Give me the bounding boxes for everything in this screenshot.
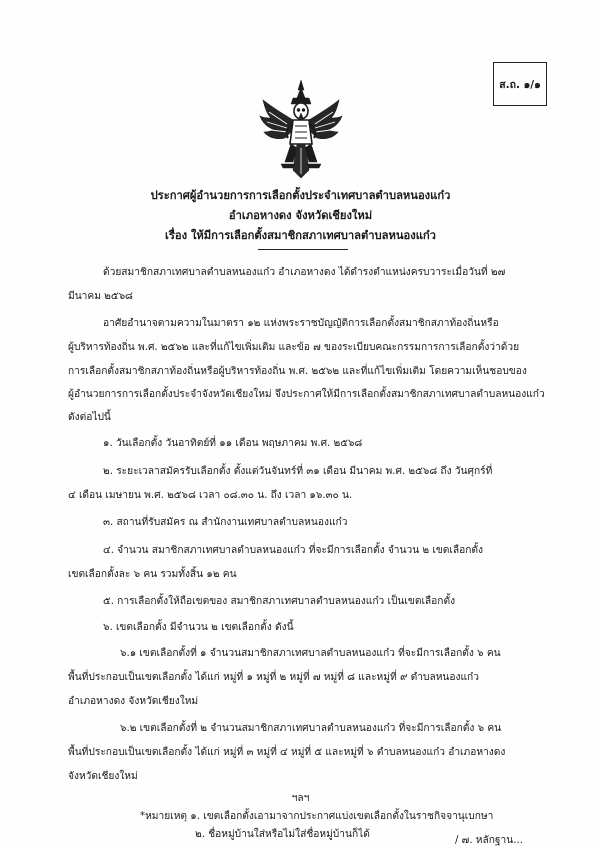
document-code-box: ส.ถ. ๑/๑ [493,62,547,106]
paragraph-2-line-4: ผู้อำนวยการการเลือกตั้งประจำจังหวัดเชียงใหม่ จึงประกาศให้มีการเลือกตั้งสมาชิกสภาเทศบาลตำบลหนองแก๋ว [68,389,545,400]
paragraph-2-line-5: ดังต่อไปนี้ [68,412,111,423]
item-6-2-line-2: พื้นที่ประกอบเป็นเขตเลือกตั้ง ได้แก่ หมู่ที่ ๓ หมู่ที่ ๔ หมู่ที่ ๕ และหมู่ที่ ๖ ตำบลหนองแก๋ว อำเภอหางดง [68,747,506,758]
paragraph-1-line-1: ด้วยสมาชิกสภาเทศบาลตำบลหนองแก๋ว อำเภอหางดง ได้ดำรงตำแหน่งครบวาระเมื่อวันที่ ๒๗ [103,267,506,278]
continuation-mark: ฯลฯ [291,793,310,804]
paragraph-2-line-1: อาศัยอำนาจตามความในมาตรา ๑๒ แห่งพระราชบัญญัติการเลือกตั้งสมาชิกสภาท้องถิ่นหรือ [103,318,499,329]
item-5: ๕. การเลือกตั้งให้ถือเขตของ สมาชิกสภาเทศบาลตำบลหนองแก๋ว เป็นเขตเลือกตั้ง [103,596,456,607]
item-4-line-1: ๔. จำนวน สมาชิกสภาเทศบาลตำบลหนองแก๋ว ที่จะมีการเลือกตั้ง จำนวน ๒ เขตเลือกตั้ง [103,545,484,556]
item-2-line-1: ๒. ระยะเวลาสมัครรับเลือกตั้ง ตั้งแต่วันจันทร์ที่ ๓๑ เดือน มีนาคม พ.ศ. ๒๕๖๘ ถึง วันศุกร์ที่ [103,466,493,477]
note-line-1: *หมายเหตุ ๑. เขตเลือกตั้งเอามาจากประกาศแบ่งเขตเลือกตั้งในราชกิจจานุเบกษา [140,811,494,822]
item-6: ๖. เขตเลือกตั้ง มีจำนวน ๒ เขตเลือกตั้ง ดังนี้ [103,622,294,633]
paragraph-1-line-2: มีนาคม ๒๕๖๘ [68,291,133,302]
page-footer-continuation: / ๗. หลักฐาน... [455,835,523,846]
header-subject-line: เรื่อง ให้มีการเลือกตั้งสมาชิกสภาเทศบาลตำบลหนองแก๋ว [165,229,436,242]
header-title-line1: ประกาศผู้อำนวยการการเลือกตั้งประจำเทศบาลตำบลหนองแก๋ว [150,189,451,202]
item-6-1-line-1: ๖.๑ เขตเลือกตั้งที่ ๑ จำนวนสมาชิกสภาเทศบาลตำบลหนองแก๋ว ที่จะมีการเลือกตั้ง ๖ คน [120,648,501,659]
item-1: ๑. วันเลือกตั้ง วันอาทิตย์ที่ ๑๑ เดือน พฤษภาคม พ.ศ. ๒๕๖๘ [103,438,363,449]
item-3: ๓. สถานที่รับสมัคร ณ สำนักงานเทศบาลตำบลหนองแก๋ว [103,517,348,528]
paragraph-2-line-3: การเลือกตั้งสมาชิกสภาท้องถิ่นหรือผู้บริหารท้องถิ่น พ.ศ. ๒๕๖๒ และที่แก้ไขเพิ่มเติม โดยความเห็นชอบของ [68,366,527,377]
garuda-emblem-icon [257,78,345,182]
paragraph-2-line-2: ผู้บริหารท้องถิ่น พ.ศ. ๒๕๖๒ และที่แก้ไขเพิ่มเติม และข้อ ๗ ของระเบียบคณะกรรมการการเลือกตั้งว่าด้วย [68,342,520,353]
item-2-line-2: ๔ เดือน เมษายน พ.ศ. ๒๕๖๘ เวลา ๐๘.๓๐ น. ถึง เวลา ๑๖.๓๐ น. [68,490,353,501]
note-line-2: ๒. ชื่อหมู่บ้านใส่หรือไม่ใส่ชื่อหมู่บ้านก็ได้ [195,829,370,840]
item-6-1-line-2: พื้นที่ประกอบเป็นเขตเลือกตั้ง ได้แก่ หมู่ที่ ๑ หมู่ที่ ๒ หมู่ที่ ๗ หมู่ที่ ๘ และหมู่ที่ ๙ ตำบลหนองแก๋ว [68,672,479,683]
item-4-line-2: เขตเลือกตั้งละ ๖ คน รวมทั้งสิ้น ๑๒ คน [68,569,237,580]
item-6-2-line-3: จังหวัดเชียงใหม่ [68,771,138,782]
announcement-header [0,186,601,246]
item-6-1-line-3: อำเภอหางดง จังหวัดเชียงใหม่ [68,696,199,707]
header-title-line2: อำเภอหางดง จังหวัดเชียงใหม่ [228,209,373,222]
header-divider [258,249,348,250]
item-6-2-line-1: ๖.๒ เขตเลือกตั้งที่ ๒ จำนวนสมาชิกสภาเทศบาลตำบลหนองแก๋ว ที่จะมีการเลือกตั้ง ๖ คน [120,723,502,734]
